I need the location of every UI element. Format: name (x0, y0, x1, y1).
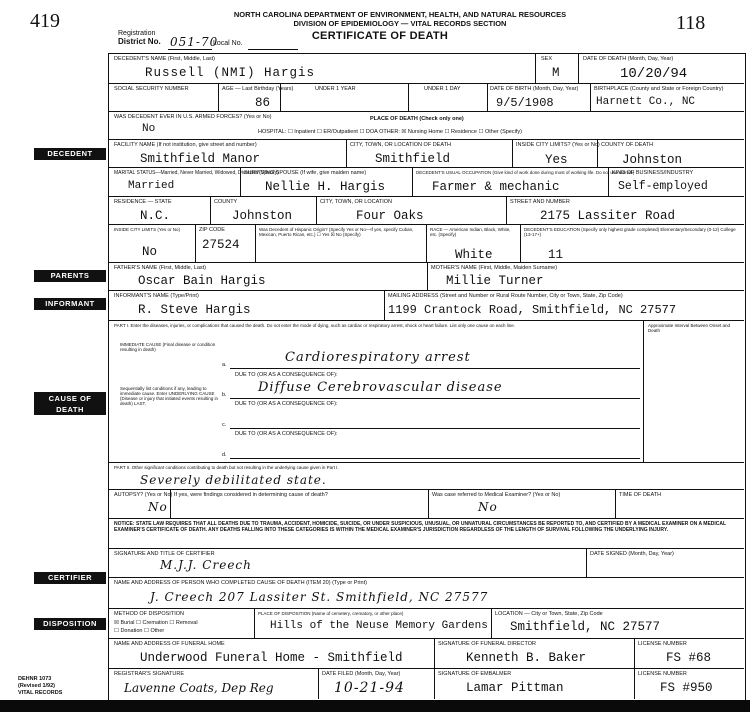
interval-label: Approximate Interval Between Onset and Death (648, 323, 731, 333)
age-value: 86 (255, 96, 271, 110)
findings-label: If yes, were findings considered in determining cause of death? (174, 492, 328, 498)
facility-label: FACILITY NAME (If not institution, give street and number) (114, 142, 257, 148)
res-street-value: 2175 Lassiter Road (540, 209, 676, 223)
method-label: METHOD OF DISPOSITION (114, 611, 184, 617)
license2-value: FS #950 (660, 681, 713, 695)
race-value: White (455, 248, 493, 262)
race-label: RACE — American Indian, Black, White, etc. (Specify) (430, 227, 511, 237)
city-of-death-label: CITY, TOWN, OR LOCATION OF DEATH (350, 142, 451, 148)
form-revised: (Revised 1/92) (18, 683, 55, 689)
disp-place-label: PLACE OF DISPOSITION (Name of cemetery, crematory, or other place) (258, 611, 404, 616)
education-value: 11 (548, 248, 564, 262)
immediate-cause-label: IMMEDIATE CAUSE (Final disease or condition resulting in death) (120, 342, 216, 352)
line-b-marker: b. (222, 392, 227, 398)
section-parents: PARENTS (34, 270, 106, 282)
zip-label: ZIP CODE (199, 227, 225, 233)
line-c-marker: c. (222, 422, 227, 428)
line-a-marker: a. (222, 362, 227, 368)
sex-value: M (552, 66, 560, 80)
name-label: DECEDENT'S NAME (First, Middle, Last) (114, 56, 215, 62)
method-options-1: ☒ Burial ☐ Cremation ☐ Removal (114, 620, 198, 626)
county-of-death-label: COUNTY OF DEATH (601, 142, 654, 148)
disp-place-value: Hills of the Neuse Memory Gardens (270, 620, 488, 632)
occupation-label: DECEDENT'S USUAL OCCUPATION (Give kind of work done during most of working life. Do not use retired.) (416, 170, 635, 175)
license1-value: FS #68 (666, 651, 712, 665)
autopsy-label: AUTOPSY? (Yes or No) (114, 492, 173, 498)
zip-value: 27524 (202, 238, 240, 252)
birth-date-label: DATE OF BIRTH (Month, Day, Year) (490, 86, 579, 92)
director-value: Kenneth B. Baker (466, 651, 587, 665)
industry-label: KIND OF BUSINESS/INDUSTRY (612, 170, 694, 176)
mailing-value: 1199 Crantock Road, Smithfield, NC 27577 (388, 303, 677, 317)
father-label: FATHER'S NAME (First, Middle, Last) (114, 265, 207, 271)
date-of-death-value: 10/20/94 (620, 66, 688, 82)
date-signed-label: DATE SIGNED (Month, Day, Year) (590, 551, 674, 557)
part2-label: PART II. Other significant conditions contributing to death but not resulting in the underlying cause given in Part I. (114, 465, 339, 470)
decedent-name: Russell (NMI) Hargis (145, 66, 316, 80)
sex-label: SEX (541, 56, 553, 62)
res-state-label: RESIDENCE — STATE (114, 199, 172, 205)
marital-label: MARITAL STATUS—Married, Never Married, Widowed, Divorced (Specify) (114, 170, 279, 176)
res-inside-label: INSIDE CITY LIMITS (Yes or No) (114, 227, 181, 232)
informant-value: R. Steve Hargis (138, 303, 251, 317)
due-to-1: DUE TO (OR AS A CONSEQUENCE OF): (235, 372, 338, 378)
informant-label: INFORMANT'S NAME (Type/Print) (114, 293, 199, 299)
section-informant: INFORMANT (34, 298, 106, 310)
scan-edge (0, 700, 750, 712)
mailing-label: MAILING ADDRESS (Street and Number or Rural Route Number, City or Town, State, Zip Code) (388, 293, 623, 299)
sequential-label: Sequentially list conditions if any, leading to immediate cause. Enter UNDERLYING CAUSE (Disease or injury that initiated events resulting in death) LAST. (120, 386, 219, 406)
form-number: DEHNR 1073 (18, 676, 52, 682)
date-filed-value: 10-21-94 (334, 680, 405, 696)
date-filed-label: DATE FILED (Month, Day, Year) (322, 671, 401, 677)
director-label: SIGNATURE OF FUNERAL DIRECTOR (438, 641, 536, 647)
part1-label: PART I. Enter the diseases, injuries, or complications that caused the death. Do not enter the mode of dying, such as cardiac or respiratory arrest, shock or heart failure. List only one cause on each line. (114, 323, 515, 328)
birth-date-value: 9/5/1908 (496, 96, 554, 110)
referred-label: Was case referred to Medical Examiner? (Yes or No) (432, 492, 561, 498)
place-of-death-options: HOSPITAL: ☐ Inpatient ☐ ER/Outpatient ☐ DOA OTHER: ☒ Nursing Home ☐ Residence ☐ Other (Specify) (258, 129, 522, 135)
funeral-home-label: NAME AND ADDRESS OF FUNERAL HOME (114, 641, 225, 647)
res-county-value: Johnston (232, 209, 293, 223)
document-number-left: 419 (30, 10, 60, 32)
age-label: AGE — Last Birthday (Years) (222, 86, 294, 92)
part2-value: Severely debilitated state. (140, 473, 327, 487)
birthplace-label: BIRTHPLACE (County and State or Foreign Country) (594, 86, 724, 92)
hispanic-label: Was Decedent of Hispanic Origin? (Specify Yes or No—If yes, specify Cuban, Mexican, Puerto Rican, etc.) ☐ Yes ☒ No (Specify) (259, 227, 414, 237)
section-decedent: DECEDENT (34, 148, 106, 160)
header-dept: NORTH CAROLINA DEPARTMENT OF ENVIRONMENT, HEALTH, AND NATURAL RESOURCES (233, 10, 567, 19)
res-state-value: N.C. (140, 209, 171, 223)
armed-forces-label: WAS DECEDENT EVER IN U.S. ARMED FORCES? (Yes or No) (114, 114, 272, 120)
district-value: 051-70 (170, 35, 219, 49)
inside-city-value: Yes (545, 153, 568, 167)
res-city-value: Four Oaks (356, 209, 424, 223)
line-d-marker: d. (222, 452, 227, 458)
cause-b-value: Diffuse Cerebrovascular disease (258, 380, 503, 395)
under-year-label: UNDER 1 YEAR (315, 86, 356, 92)
mother-label: MOTHER'S NAME (First, Middle, Maiden Surname) (431, 265, 558, 271)
section-cause-of-death: CAUSE OF DEATH (34, 392, 106, 415)
form-records: VITAL RECORDS (18, 690, 63, 696)
certifier-signature: M.J.J. Creech (160, 558, 252, 572)
marital-value: Married (128, 180, 175, 192)
registrar-label: REGISTRAR'S SIGNATURE (114, 671, 185, 677)
res-inside-value: No (142, 245, 158, 259)
due-to-3: DUE TO (OR AS A CONSEQUENCE OF): (235, 431, 338, 437)
cause-a-value: Cardiorespiratory arrest (285, 350, 471, 365)
due-to-2: DUE TO (OR AS A CONSEQUENCE OF): (235, 401, 338, 407)
method-options-2: ☐ Donation ☐ Other (114, 628, 165, 634)
signature-label: SIGNATURE AND TITLE OF CERTIFIER (114, 551, 215, 557)
armed-forces-value: No (142, 123, 156, 135)
license1-label: LICENSE NUMBER (638, 641, 687, 647)
local-label: Local No. (213, 40, 243, 47)
inside-city-label: INSIDE CITY LIMITS? (Yes or No) (516, 142, 600, 148)
license2-label: LICENSE NUMBER (638, 671, 687, 677)
form-title: CERTIFICATE OF DEATH (311, 30, 449, 42)
occupation-value: Farmer & mechanic (432, 180, 560, 194)
document-number-right: 118 (676, 12, 706, 34)
embalmer-label: SIGNATURE OF EMBALMER (438, 671, 512, 677)
completer-value: J. Creech 207 Lassiter St. Smithfield, NC 27577 (150, 590, 489, 604)
industry-value: Self-employed (618, 180, 708, 193)
section-certifier: CERTIFIER (34, 572, 106, 584)
res-city-label: CITY, TOWN, OR LOCATION (320, 199, 393, 205)
county-of-death-value: Johnston (622, 153, 683, 167)
place-of-death-label: PLACE OF DEATH (Check only one) (370, 116, 464, 122)
education-label: DECEDENT'S EDUCATION (Specify only highest grade completed) Elementary/Secondary (0-12) College (13-17+) (524, 227, 736, 237)
res-county-label: COUNTY (214, 199, 238, 205)
header-division: DIVISION OF EPIDEMIOLOGY — VITAL RECORDS SECTION (293, 19, 507, 28)
date-of-death-label: DATE OF DEATH (Month, Day, Year) (583, 56, 674, 62)
ssn-label: SOCIAL SECURITY NUMBER (114, 86, 189, 92)
mother-value: Millie Turner (446, 274, 544, 288)
district-label: District No. (118, 37, 161, 46)
registration-label: Registration (118, 30, 156, 37)
under-day-label: UNDER 1 DAY (424, 86, 461, 92)
referred-value: No (478, 500, 498, 514)
embalmer-value: Lamar Pittman (466, 681, 564, 695)
time-of-death-label: TIME OF DEATH (619, 492, 662, 498)
registrar-signature: Lavenne Coats, Dep Reg (124, 681, 274, 695)
res-street-label: STREET AND NUMBER (510, 199, 570, 205)
completer-label: NAME AND ADDRESS OF PERSON WHO COMPLETED CAUSE OF DEATH (ITEM 20) (Type or Print) (114, 580, 367, 586)
autopsy-value: No (148, 500, 168, 514)
disp-location-value: Smithfield, NC 27577 (510, 620, 661, 634)
facility-value: Smithfield Manor (140, 152, 261, 166)
father-value: Oscar Bain Hargis (138, 274, 266, 288)
funeral-home-value: Underwood Funeral Home - Smithfield (140, 651, 403, 665)
spouse-label: SURVIVING SPOUSE (If wife, give maiden name) (244, 170, 367, 176)
birthplace-value: Harnett Co., NC (596, 96, 696, 108)
city-of-death-value: Smithfield (375, 152, 451, 166)
spouse-value: Nellie H. Hargis (265, 180, 386, 194)
legal-notice: NOTICE: STATE LAW REQUIRES THAT ALL DEATHS DUE TO TRAUMA, ACCIDENT, HOMICIDE, SUICIDE, OR UNDER SUSPICIOUS, UNUSUAL, OR UNNATURAL CIRCUMSTANCES BE REPORTED TO, AND CERTIFIED BY A MEDICAL EXAMINER ON A MEDICAL EXAMINER'S CERTIFICATE OF DEATH. ANY DEATHS FALLING INTO THESE CATEGORIES IS WITHIN THE MEDICAL EXAMINER'S JURISDICTION REGARDLESS OF THE LENGTH OF SURVIVAL FOLLOWING THE UNDERLYING INJURY. (114, 521, 726, 533)
disp-location-label: LOCATION — City or Town, State, Zip Code (495, 611, 603, 617)
section-disposition: DISPOSITION (34, 618, 106, 630)
